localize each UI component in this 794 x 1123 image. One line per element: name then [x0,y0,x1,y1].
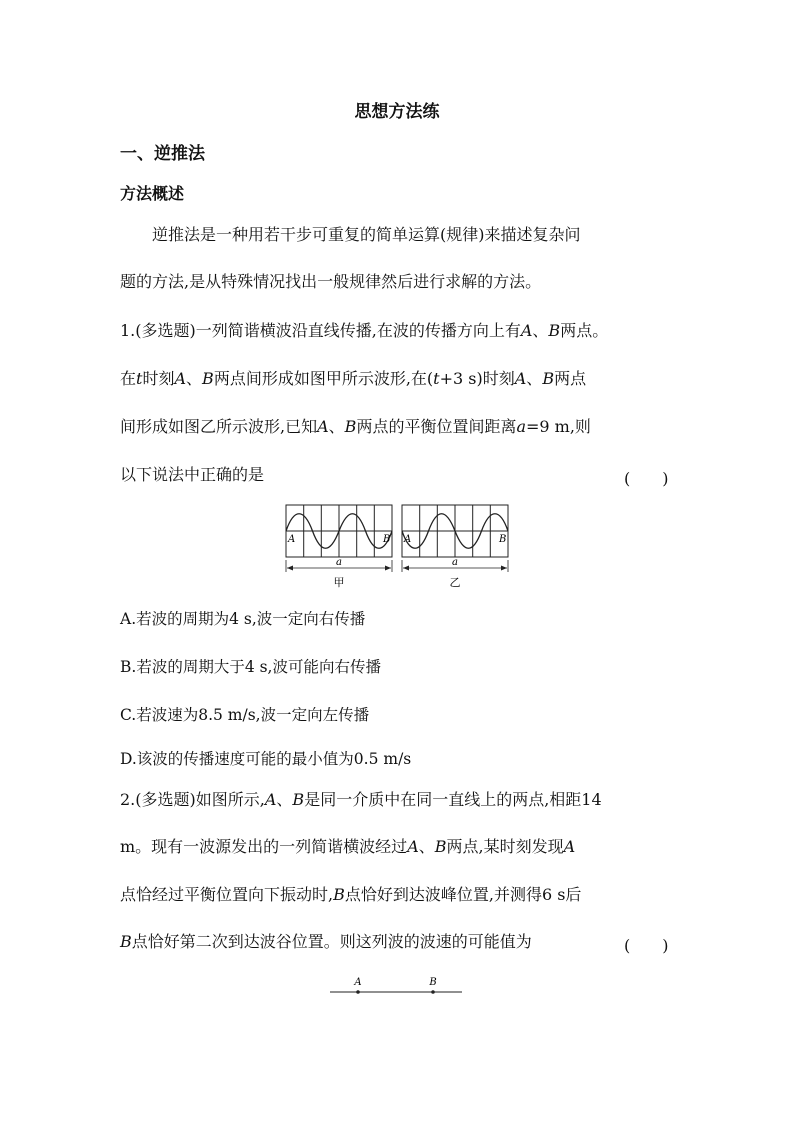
intro-line-1: 逆推法是一种用若干步可重复的简单运算(规律)来描述复杂问 [152,225,581,244]
page-title: 思想方法练 [354,102,440,122]
figure-yi-label-a: A [404,534,412,545]
point-a [356,990,360,994]
q2-line-4: B点恰好第二次到达波谷位置。则这列波的波速的可能值为 [120,932,532,951]
q2-line-2: m。现有一波源发出的一列简谐横波经过A、B两点,某时刻发现A [120,837,576,856]
q1-answer-parentheses: ( ) [624,469,669,488]
figure-yi-label-b: B [499,534,507,545]
point-b-label: B [429,977,437,988]
q1-line-4: 以下说法中正确的是 [120,465,265,484]
figure-jia-label-b: B [383,534,391,545]
q1-option-b: B.若波的周期大于4 s,波可能向右传播 [120,658,381,676]
q1-line-3: 间形成如图乙所示波形,已知A、B两点的平衡位置间距离a=9 m,则 [120,417,591,436]
q1-line-1: 1.(多选题)一列简谐横波沿直线传播,在波的传播方向上有A、B两点。 [120,321,609,340]
point-b [431,990,435,994]
figure-jia-label-a: A [288,534,296,545]
section-heading: 一、逆推法 [120,144,205,164]
figure-yi-dimension-label: a [452,557,458,568]
q1-wave-figure [282,502,514,592]
q2-answer-parentheses: ( ) [624,936,669,955]
q2-line-1: 2.(多选题)如图所示,A、B是同一介质中在同一直线上的两点,相距14 [120,790,602,809]
q2-line-3: 点恰经过平衡位置向下振动时,B点恰好到达波峰位置,并测得6 s后 [120,885,582,904]
q1-option-d: D.该波的传播速度可能的最小值为0.5 m/s [120,750,412,768]
figure-dimension-lines [286,560,508,572]
q1-option-a: A.若波的周期为4 s,波一定向右传播 [120,610,366,628]
figure-jia-dimension-label: a [336,557,342,568]
figure-caption-jia: 甲 [333,576,345,589]
figure-caption-yi: 乙 [449,576,461,589]
q2-points-figure [326,972,466,998]
intro-line-2: 题的方法,是从特殊情况找出一般规律然后进行求解的方法。 [120,272,542,291]
q1-option-c: C.若波速为8.5 m/s,波一定向左传播 [120,706,370,724]
point-a-label: A [354,977,362,988]
q1-line-2: 在t时刻A、B两点间形成如图甲所示波形,在(t+3 s)时刻A、B两点 [120,369,587,388]
subsection-heading: 方法概述 [120,184,185,203]
